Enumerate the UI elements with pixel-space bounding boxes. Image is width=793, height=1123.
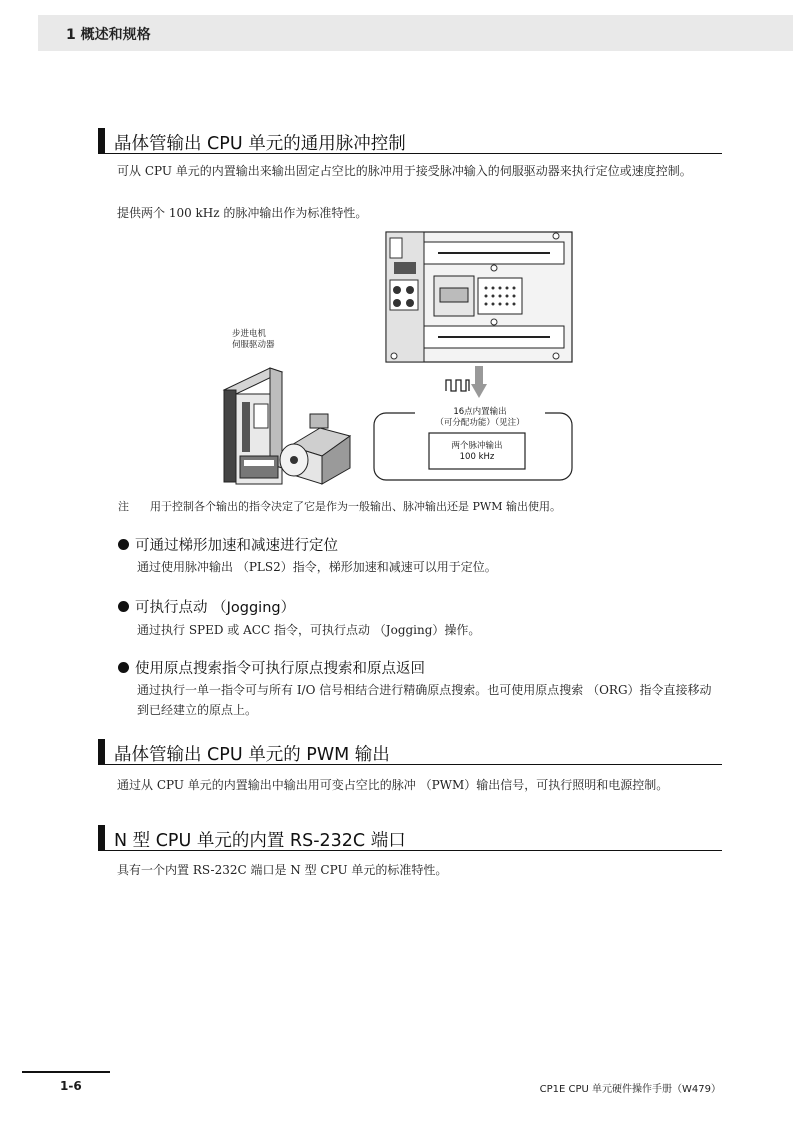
manual-title: CP1E CPU 单元硬件操作手册（W479）	[539, 1084, 721, 1095]
bullet-body: 通过使用脉冲输出 （PLS2）指令，梯形加速和减速可以用于定位。	[137, 560, 497, 574]
paragraph: 可从 CPU 单元的内置输出来输出固定占空比的脉冲用于接受脉冲输入的伺服驱动器来执行定位或速度控制。	[117, 164, 692, 178]
pulse-frequency-label: 100 kHz	[459, 452, 495, 462]
chapter-title: 1 概述和规格	[66, 27, 151, 43]
servo-driver-icon	[224, 368, 282, 484]
pulse-output-count-label: 两个脉冲输出	[451, 441, 503, 451]
bullet-body: 通过执行 SPED 或 ACC 指令，可执行点动 （Jogging）操作。	[137, 623, 481, 637]
builtin-output-label: 16点内置输出	[453, 407, 507, 417]
assignable-function-label: （可分配功能）（见注）	[435, 418, 525, 428]
paragraph: 通过从 CPU 单元的内置输出中输出用可变占空比的脉冲 （PWM）输出信号，可执行照明和电源控制。	[117, 778, 669, 792]
footer-rule	[22, 1071, 110, 1073]
bullet-heading: 使用原点搜索指令可执行原点搜索和原点返回	[118, 657, 425, 678]
bullet-dot-icon	[118, 662, 129, 673]
note-marker: 注	[118, 500, 129, 513]
section-heading-pulse-control	[98, 128, 722, 154]
chapter-header-band	[38, 15, 793, 51]
section-heading-pwm	[98, 739, 722, 765]
bullet-dot-icon	[118, 601, 129, 612]
page-number: 1-6	[60, 1079, 82, 1093]
paragraph: 提供两个 100 kHz 的脉冲输出作为标准特性。	[117, 206, 368, 220]
section-title: 晶体管输出 CPU 单元的 PWM 输出	[114, 745, 390, 765]
bullet-heading: 可通过梯形加速和减速进行定位	[118, 534, 338, 555]
servo-motor-icon	[280, 414, 350, 484]
bullet-dot-icon	[118, 539, 129, 550]
section-title: N 型 CPU 单元的内置 RS-232C 端口	[114, 831, 406, 851]
pulse-waveform-icon	[446, 380, 469, 391]
bullet-body: 通过执行一单一指令可与所有 I/O 信号相结合进行精确原点搜索。也可使用原点搜索 （ORG）指令直接移动到已经建立的原点上。	[137, 683, 712, 717]
down-arrow-icon	[471, 366, 487, 398]
note-text: 用于控制各个输出的指令决定了它是作为一般输出、脉冲输出还是 PWM 输出使用。	[150, 500, 561, 513]
section-heading-rs232c	[98, 825, 722, 851]
paragraph: 具有一个内置 RS-232C 端口是 N 型 CPU 单元的标准特性。	[117, 863, 448, 877]
servo-driver-label: 伺服驱动器	[232, 340, 275, 350]
bullet-heading: 可执行点动 （Jogging）	[118, 596, 295, 617]
stepper-motor-label: 步进电机	[232, 329, 267, 339]
plc-cpu-unit-icon	[386, 232, 572, 362]
pulse-output-figure	[210, 228, 580, 490]
section-title: 晶体管输出 CPU 单元的通用脉冲控制	[114, 134, 406, 154]
